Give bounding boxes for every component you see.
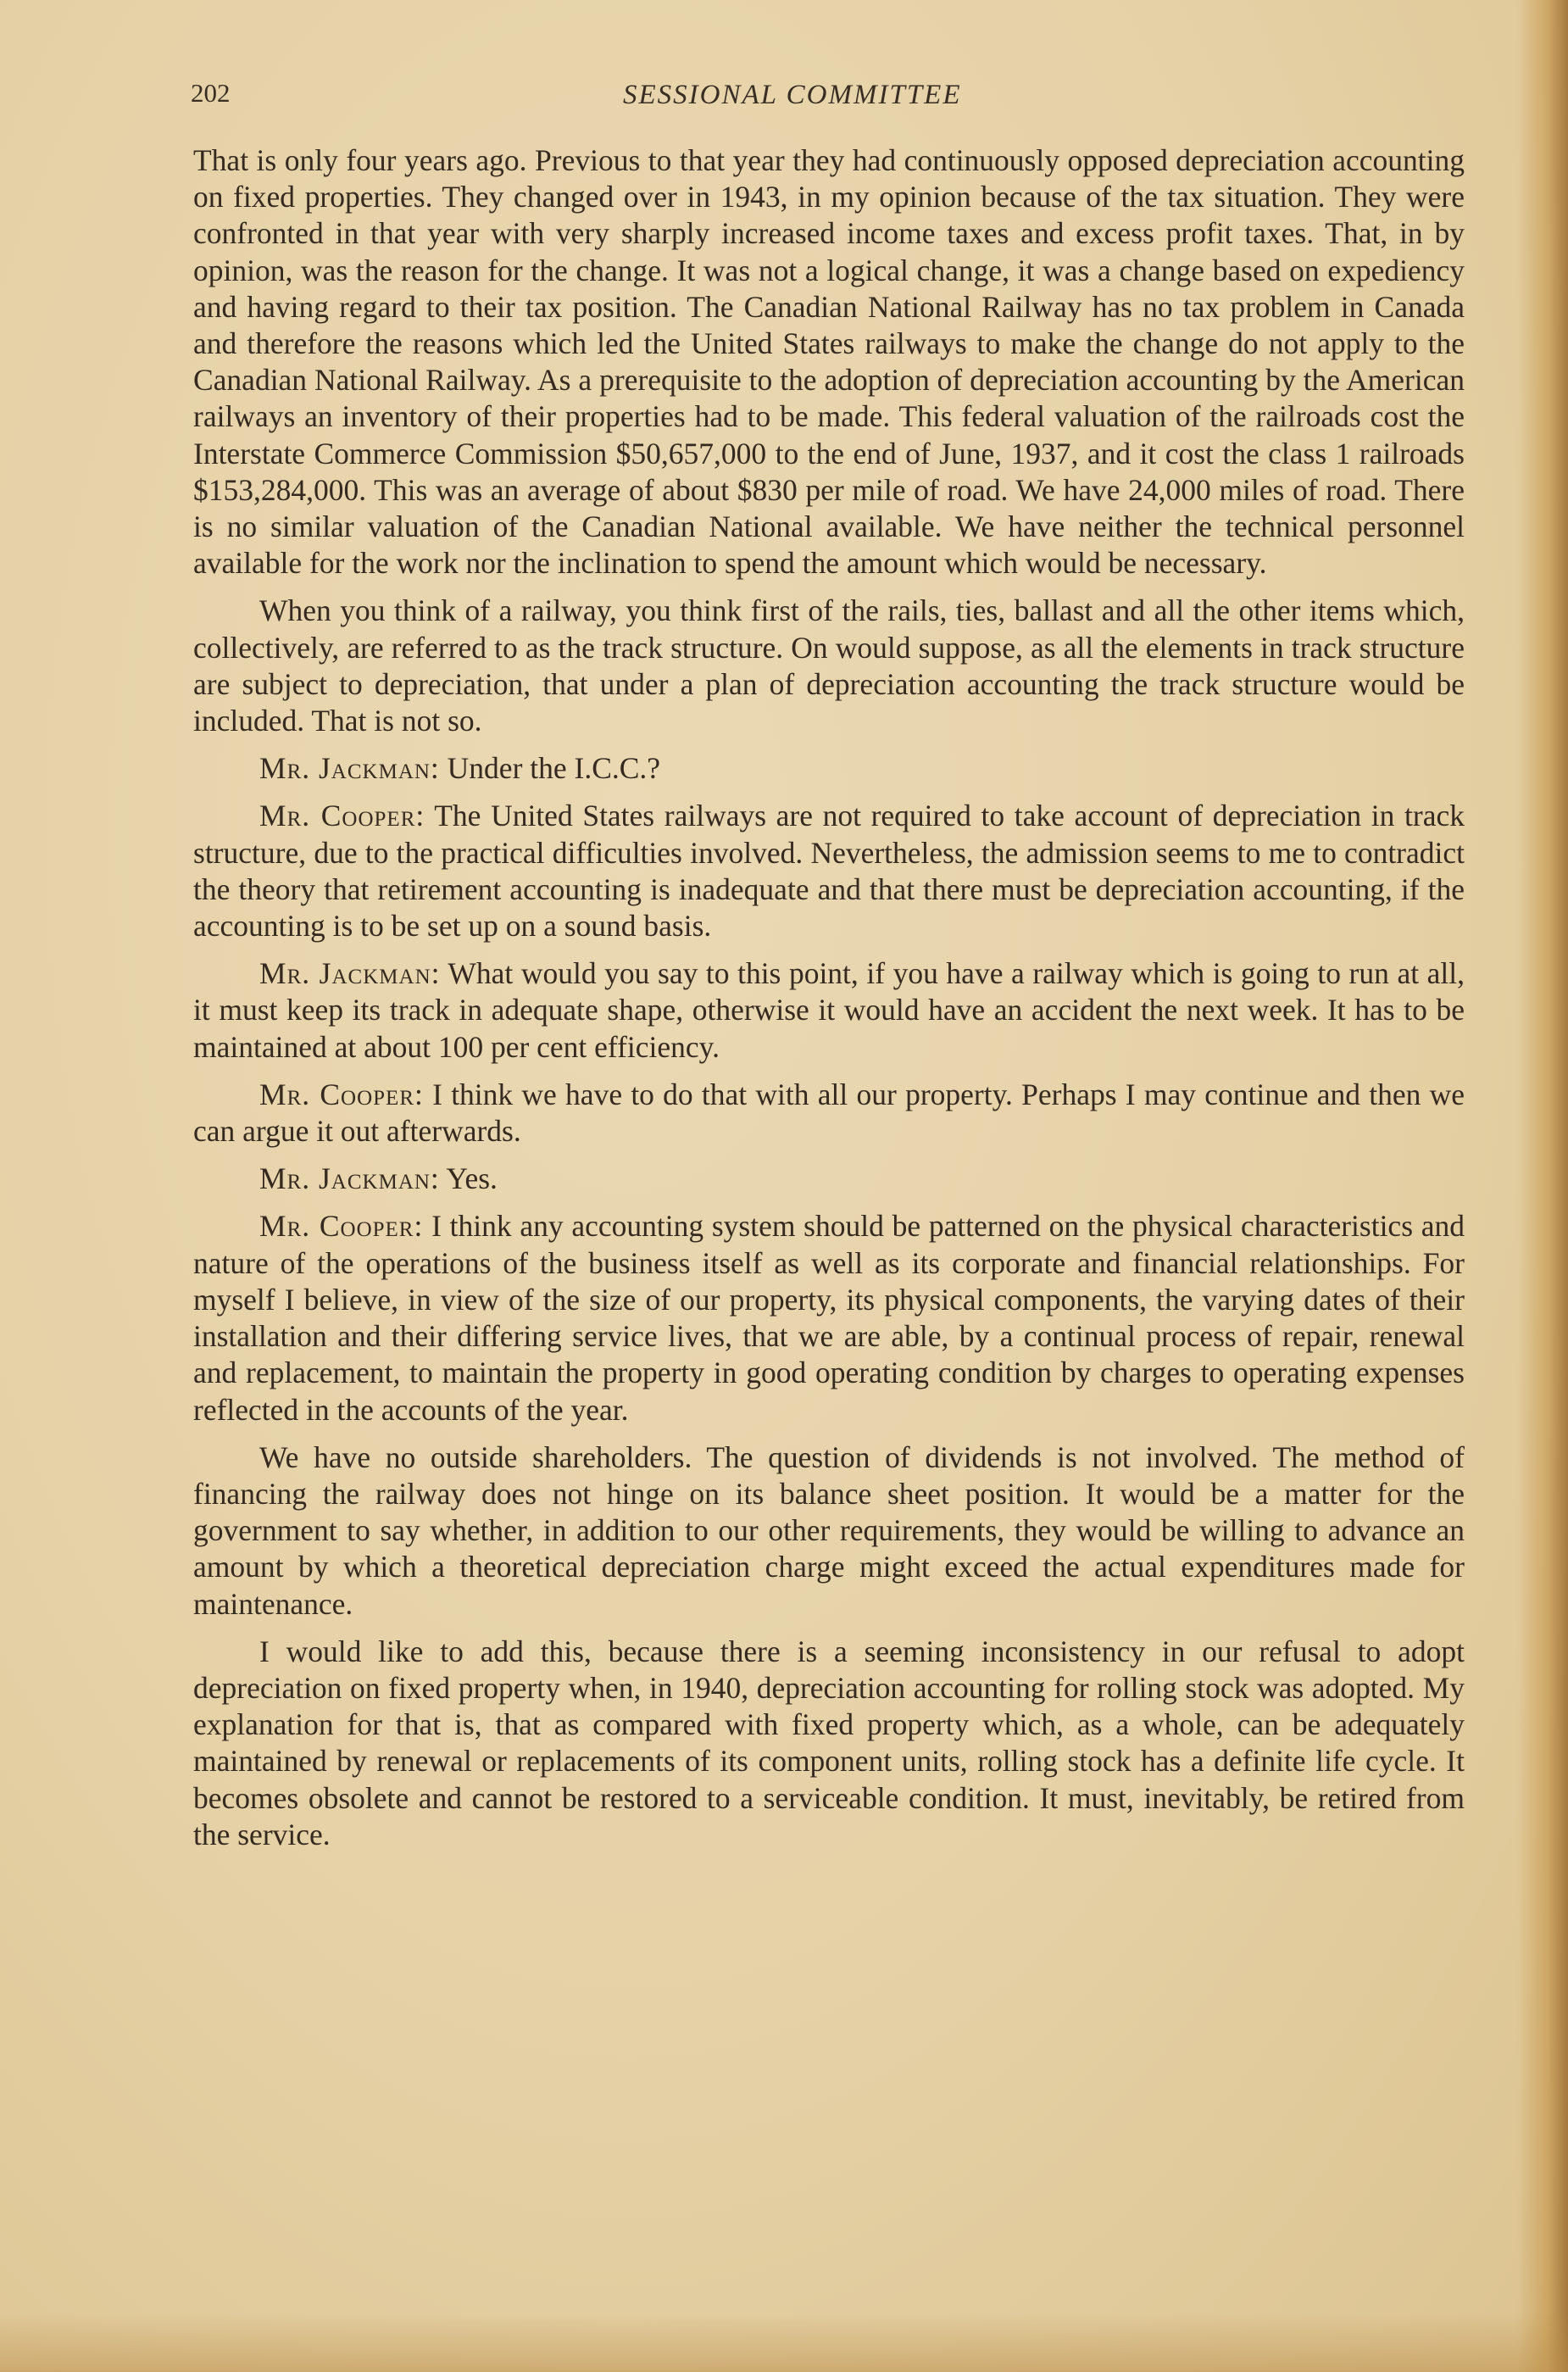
speaker-name: Mr. Cooper: [259,1209,424,1244]
paragraph-text: Yes. [446,1161,498,1196]
paragraph [193,1634,1465,1853]
paragraph-text: I think we have to do that with all our property. Perhaps I may continue and then we can argue it out afterwards. [193,1077,1465,1149]
speaker-name: Mr. Cooper: [259,1077,424,1111]
paragraph-text: I would like to add this, because there is a seeming inconsistency in our refusal to adopt depreciation on fixed property when, in 1940, depreciation accounting for rolling stock was adopted. My explanation for that is, that as compared with fixed property which, as a whole, can be adequately maintained by renewal or replacements of its component units, rolling stock has a definite life cycle. It becomes obsolete and cannot be restored to a serviceable condition. It must, inevitably, be retired from the service. [193,1634,1465,1851]
paragraph [193,750,1465,787]
paragraph-text: We have no outside shareholders. The question of dividends is not involved. The method of financing the railway does not hinge on its balance sheet position. It would be a matter for the government to say whether, in addition to our other requirements, they would be willing to advance an amount by which a theoretical depreciation charge might exceed the actual expenditures made for maintenance. [193,1439,1465,1621]
speaker-name: Mr. Cooper: [259,799,425,833]
paragraph [193,1439,1465,1623]
page-bottom-shadow [0,2313,1568,2372]
paragraph-text: That is only four years ago. Previous to that year they had continuously opposed depreciation accounting on fixed properties. They changed over in 1943, in my opinion because of the tax situation. They were confronted in that year with very sharply increased income taxes and excess profit taxes. That, in by opinion, was the reason for the change. It was not a logical change, it was a change based on expediency and having regard to their tax position. The Canadian National Railway has no tax problem in Canada and therefore the reasons which led the United States railways to make the change do not apply to the Canadian National Railway. As a prerequisite to the adoption of depreciation accounting by the American railways an inventory of their properties had to be made. This federal valuation of the railroads cost the Interstate Commerce Commission $50,657,000 to the end of June, 1937, and it cost the class 1 railroads $153,284,000. This was an average of about $830 per mile of road. We have 24,000 miles of road. There is no similar valuation of the Canadian National available. We have neither the technical personnel available for the work nor the inclination to spend the amount which would be necessary. [193,143,1465,581]
paragraph [193,1161,1465,1197]
paragraph [193,1208,1465,1428]
paragraph [193,955,1465,1066]
speaker-name: Mr. Jackman: [259,1161,440,1196]
paragraph [193,593,1465,739]
paragraph-text: What would you say to this point, if you have a railway which is going to run at all, it must keep its track in adequate shape, otherwise it would have an accident the next week. It has to be maintained at about 100 per cent efficiency. [193,956,1465,1064]
paragraph [193,1077,1465,1150]
page-edge-shadow [1517,0,1568,2372]
running-title: SESSIONAL COMMITTEE [623,80,962,110]
paragraph-text: The United States railways are not required to take account of depreciation in track structure, due to the practical difficulties involved. Nevertheless, the admission seems to me to contradict the theory that retirement accounting is inadequate and that there must be depreciation accounting, if the accounting is to be set up on a sound basis. [193,799,1465,944]
text-body [193,142,1465,1864]
speaker-name: Mr. Jackman: [259,956,441,991]
paragraph-text: I think any accounting system should be patterned on the physical characteristics and nature of the operations of the business itself as well as its corporate and financial relationships. For myself I believe, in view of the size of our property, its physical components, the varying dates of their installation and their differing service lives, that we are able, by a continual process of repair, renewal and replacement, to maintain the property in good operating condition by charges to operating expenses reflected in the accounts of the year. [193,1209,1465,1427]
paragraph [193,142,1465,582]
paragraph-text: When you think of a railway, you think first of the rails, ties, ballast and all the other items which, collectively, are referred to as the track structure. On would suppose, as all the elements in track structure are subject to depreciation, that under a plan of depreciation accounting the track structure would be included. That is not so. [193,593,1465,738]
page-number: 202 [191,78,231,108]
speaker-name: Mr. Jackman: [259,751,440,786]
paragraph [193,798,1465,944]
paragraph-text: Under the I.C.C.? [447,751,661,786]
running-head [191,78,1462,120]
